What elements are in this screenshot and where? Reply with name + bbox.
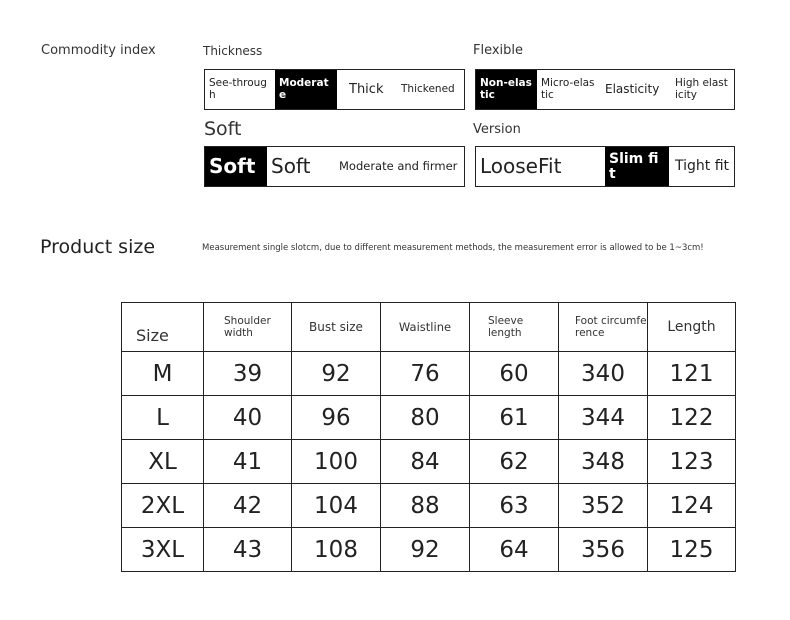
header-length: Length [648,303,736,352]
cell-foot: 348 [559,440,648,484]
cell-shoulder: 40 [204,396,292,440]
thickness-option-thickened: Thickened [401,82,455,95]
commodity-index-title: Commodity index [41,43,156,58]
header-size: Size [122,303,204,352]
cell-length: 124 [648,484,736,528]
cell-sleeve: 64 [470,528,559,572]
table-row [122,440,736,484]
cell-length: 123 [648,440,736,484]
softness-label: Soft [204,118,242,140]
version-option-slim-fit: Slim fit [605,147,669,186]
flexible-option-micro-elastic: Micro-elastic [541,77,595,101]
product-size-title: Product size [40,236,156,258]
cell-length: 121 [648,352,736,396]
thickness-option-see-through: See-through [209,77,267,101]
thickness-selector [204,69,465,110]
cell-size: L [122,396,204,440]
cell-foot: 356 [559,528,648,572]
table-row [122,352,736,396]
cell-waist: 76 [381,352,470,396]
size-table-header-row [122,303,736,352]
cell-sleeve: 62 [470,440,559,484]
cell-shoulder: 39 [204,352,292,396]
cell-sleeve: 60 [470,352,559,396]
thickness-label: Thickness [203,44,263,58]
cell-bust: 100 [292,440,381,484]
table-row [122,484,736,528]
version-option-loosefit: LooseFit [480,154,562,178]
thickness-option-moderate: Moderate [275,70,337,109]
table-row [122,528,736,572]
size-table [121,302,736,572]
softness-option-soft-selected: Soft [205,147,267,186]
cell-foot: 352 [559,484,648,528]
cell-size: M [122,352,204,396]
cell-length: 122 [648,396,736,440]
measurement-note: Measurement single slotcm, due to different measurement methods, the measurement error is allowed to be 1~3cm! [202,243,704,253]
cell-foot: 344 [559,396,648,440]
cell-size: 2XL [122,484,204,528]
cell-sleeve: 61 [470,396,559,440]
flexible-option-high-elasticity: High elasticity [675,77,728,101]
cell-foot: 340 [559,352,648,396]
flexible-label: Flexible [473,43,524,58]
softness-selector [204,146,465,187]
table-row [122,396,736,440]
flexible-option-elasticity: Elasticity [605,82,660,97]
flexible-option-non-elastic: Non-elastic [476,70,537,109]
softness-option-moderate-firmer: Moderate and firmer [339,159,458,174]
softness-option-soft: Soft [271,154,311,178]
version-label: Version [473,122,521,137]
version-selector [475,146,735,187]
cell-shoulder: 43 [204,528,292,572]
cell-bust: 104 [292,484,381,528]
cell-waist: 92 [381,528,470,572]
header-shoulder-width: Shoulder width [204,303,292,352]
cell-waist: 80 [381,396,470,440]
version-option-tight-fit: Tight fit [675,158,730,175]
cell-waist: 84 [381,440,470,484]
cell-size: XL [122,440,204,484]
cell-sleeve: 63 [470,484,559,528]
thickness-option-thick: Thick [349,81,384,97]
header-foot-circumference: Foot circumference [559,303,648,352]
header-waistline: Waistline [381,303,470,352]
cell-bust: 92 [292,352,381,396]
cell-size: 3XL [122,528,204,572]
cell-shoulder: 42 [204,484,292,528]
header-bust-size: Bust size [292,303,381,352]
flexible-selector [475,69,735,110]
cell-bust: 96 [292,396,381,440]
cell-length: 125 [648,528,736,572]
cell-bust: 108 [292,528,381,572]
cell-waist: 88 [381,484,470,528]
header-sleeve-length: Sleeve length [470,303,559,352]
cell-shoulder: 41 [204,440,292,484]
